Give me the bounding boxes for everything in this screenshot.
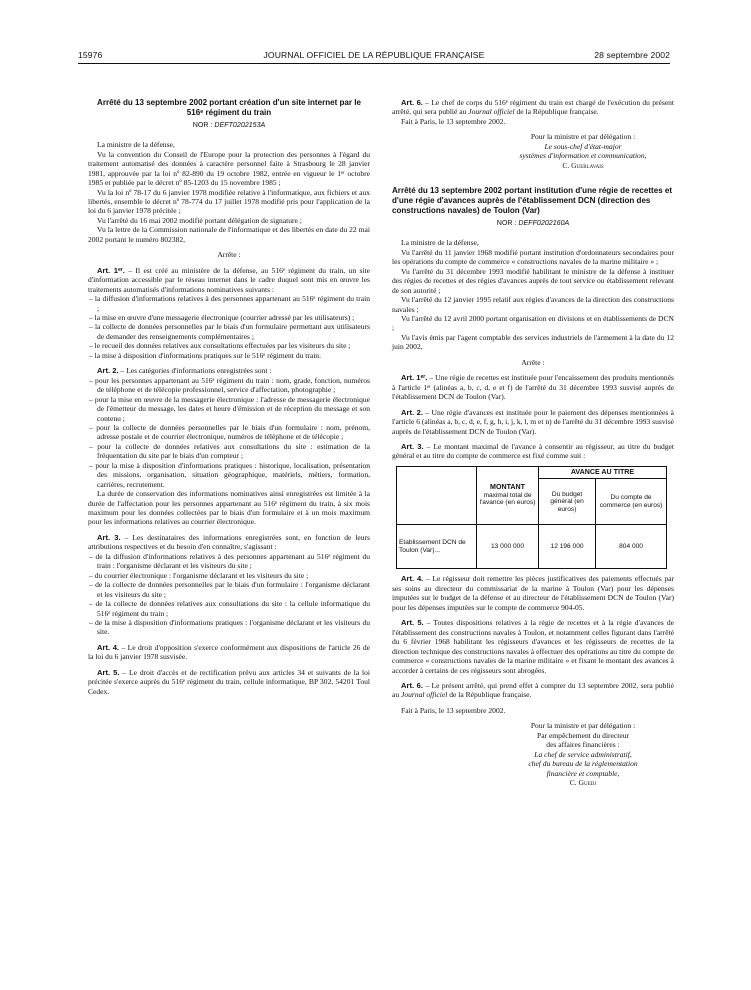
list-item: – du courrier électronique : l'organisme déclarant et les visiteurs du site ; — [89, 570, 309, 580]
article-6-execution — [392, 98, 674, 117]
visa-paragraph: Vu l'arrêté du 16 mai 2002 modifié portant délégation de signature ; — [97, 215, 302, 225]
minister-intro: La ministre de la défense, — [97, 140, 175, 150]
list-item: – pour la mise en œuvre de la messagerie électronique : l'adresse de messagerie électronique de l'émetteur du message, les dates et heure d'émission et de réception du message et son contenu ; — [89, 394, 370, 423]
signatory-name: C. Guerlavais — [562, 160, 604, 170]
list-item: – de la diffusion d'informations relatives à des personnes appartenant au 516ᵉ régiment du train : l'organisme déclarant et les visiteurs du site ; — [89, 551, 370, 571]
article-3 — [88, 533, 370, 552]
signature-line: Pour la ministre et par délégation : — [530, 721, 636, 731]
article-6-publication — [392, 681, 674, 700]
article-text: – Les catégories d'informations enregistrées sont : — [118, 366, 272, 376]
arrete-heading: Arrête : — [217, 250, 241, 260]
visa-paragraph: Vu l'arrêté du 31 décembre 1993 modifié habilitant le ministre de la défense à instituer des régies de recettes et des régies d'avances auprès de tout service ou établissement relevant de son autorité ; — [392, 266, 674, 295]
signature-title: chef du bureau de la réglementation — [528, 759, 638, 769]
table-cell-label: Etablissement DCN de Toulon (Var)... — [397, 525, 477, 569]
article-label: Art. 4. — [401, 574, 424, 584]
article-text: – Le régisseur doit remettre les pièces justificatives des paiements effectués par ses soins au directeur du commissariat de la marine à Toulon (Var) pour les dépenses imputées sur le budget de la défense et au directeur de l'établissement DCN de Toulon (Var) pour les dépenses imputées sur le compte de commerce 904-05. — [392, 574, 674, 612]
signature-block — [492, 721, 674, 787]
list-item: – de la mise à disposition d'informations pratiques : l'organisme déclarant et les visiteurs du site. — [89, 618, 370, 637]
article-label: Art. 1ᵉʳ. — [97, 265, 125, 275]
table-header-budget: Du budget général (en euros) — [539, 479, 596, 525]
list-item: – de la collecte de données personnelles par le biais d'un formulaire : l'organisme déclarant et les visiteurs du site ; — [89, 580, 370, 599]
signatory-name: C. Guedj — [569, 778, 597, 788]
arrete-heading: Arrête : — [521, 357, 545, 367]
visa-paragraph: Vu la convention du Conseil de l'Europe pour la protection des personnes à l'égard du traitement automatisé des données à caractère personnel faite à Strasbourg le 28 janvier 1981, approuvée par la loi nº 82-890 du 19 octobre 1982, entrée en vigueur le 1ᵉʳ octobre 1985 et publiée par le décret nº 85-1203 du 15 novembre 1985 ; — [88, 149, 370, 188]
article-text: de la République française. — [447, 690, 532, 700]
list-item: – pour les personnes appartenant au 516ᵉ régiment du train : nom, grade, fonction, numéros de téléphone et de télécopie professionnel, service d'affectation, photographie ; — [89, 375, 370, 395]
nor-reference — [392, 219, 674, 228]
article-1 — [392, 373, 674, 401]
page-number: 15976 — [78, 50, 103, 60]
article-label: Art. 1ᵉʳ. — [401, 373, 428, 383]
table-header-text: MONTANT — [490, 483, 525, 492]
article-label: Art. 5. — [401, 618, 424, 628]
article-label: Art. 6. — [401, 98, 423, 107]
table-row — [397, 525, 667, 569]
conservation-paragraph: La durée de conservation des informations nominatives ainsi enregistrées est limitée à la durée de l'affectation pour les personnes appartenant au 516ᵉ régiment du train, à six mois maximum pour les données collectées par le biais d'un formulaire et à un mois maximum pour les informations relatives au courrier électronique. — [88, 489, 370, 527]
running-header — [78, 46, 670, 64]
nor-label: NOR : — [192, 120, 213, 129]
list-item: – la mise en œuvre d'une messagerie électronique (courrier adressé par les utilisateurs) ; — [89, 312, 355, 322]
article-text: – Le droit d'accès et de rectification prévu aux articles 34 et suivants de la loi précitée s'exerce auprès du 516ᵉ régiment du train, cellule informatique, BP 302, 54201 Toul Cedex. — [88, 667, 370, 696]
article-text: – Une régie d'avances est instituée pour le paiement des dépenses mentionnées à l'article 6 (alinéas a, b, c, d, e, f, g, h, i, j, k, l, m et n) de l'arrêté du 31 décembre 1993 susvisé auprès de l'établissement DCN de Toulon (Var). — [392, 407, 674, 436]
nor-code: DEFF0202160A — [518, 218, 570, 227]
article-text: – Une régie de recettes est instituée pour l'encaissement des produits mentionnés à l'article 1ᵉʳ (alinéas a, b, c, d, e et f) de l'arrêté du 31 décembre 1993 susvisé auprès de l'établissement DCN de Toulon (Var). — [392, 373, 674, 402]
article-label: Art. 4. — [97, 642, 120, 652]
article-5 — [392, 618, 674, 675]
table-cell-compte: 804 000 — [596, 525, 667, 569]
table-header-compte: Du compte de commerce (en euros) — [596, 479, 667, 525]
signature-line: des affaires financières : — [546, 740, 620, 750]
visa-paragraph: Vu la loi nº 78-17 du 6 janvier 1978 modifiée relative à l'informatique, aux fichiers et aux libertés, ensemble le décret nº 78-774 du 17 juillet 1978 modifié pris pour l'application de la loi du 6 janvier 1978 précitée ; — [88, 187, 370, 216]
fait-a-paris: Fait à Paris, le 13 septembre 2002. — [401, 705, 506, 715]
journal-name: Journal officiel — [401, 690, 448, 700]
article-label: Art. 5. — [97, 667, 120, 677]
article-text: – Le droit d'opposition s'exerce conformément aux dispositions de l'article 26 de la loi du 6 janvier 1978 susvisée. — [88, 642, 370, 662]
article-3 — [392, 442, 674, 461]
list-item: – la collecte de données personnelles par le biais d'un formulaire permettant aux utilisateurs de demander des renseignements complémentaires ; — [89, 322, 370, 341]
article-label: Art. 3. — [401, 441, 424, 451]
decree-title-regie: Arrêté du 13 septembre 2002 portant institution d'une régie de recettes et d'une régie d'avances auprès de l'établissement DCN (direction des constructions navales) de Toulon (Var) — [392, 186, 673, 215]
article-label: Art. 6. — [401, 680, 424, 690]
article-4 — [88, 643, 370, 662]
nor-reference — [88, 121, 370, 130]
article-label: Art. 3. — [97, 532, 121, 542]
list-item: – pour la collecte de données personnelles par le biais d'un formulaire : nom, prénom, adresse postale et de courrier électronique, numéros de téléphone et de télécopie ; — [89, 422, 370, 442]
signature-title: financière et comptable, — [546, 768, 620, 778]
signature-title: systèmes d'information et communication, — [519, 151, 647, 161]
nor-label: NOR : — [496, 218, 517, 227]
article-2 — [392, 408, 674, 436]
table-cell-total: 13 000 000 — [477, 525, 539, 569]
list-item: – le recueil des données relatives aux consultations effectuées par les visiteurs du site ; — [89, 341, 351, 351]
article-text: – Le chef de corps du 516ᵉ régiment du train est chargé de l'exécution du présent arrêté, qui sera publié au — [392, 98, 674, 117]
article-1 — [88, 266, 370, 294]
list-item: – la mise à disposition d'informations pratiques sur le 516ᵉ régiment du train. — [89, 350, 321, 360]
article-text: – Toutes dispositions relatives à la régie de recettes et à la régie d'avances de l'établissement des constructions navales à Toulon, et notamment celles figurant dans l'arrêté du 6 février 1968 habilitant les régisseurs d'avances et les régisseurs de recettes de la direction technique des constructions navales à effectuer des opérations au titre du compte de commerce « constructions navales de la marine militaire » et fixant le montant des avances à accorder à certains de ces régisseurs sont abrogées. — [392, 618, 674, 675]
table-header-avance: AVANCE AU TITRE — [539, 466, 667, 479]
right-column — [392, 98, 674, 788]
signature-block — [492, 132, 674, 170]
decree-title-site-internet: Arrêté du 13 septembre 2002 portant création d'un site internet par le 516ᵉ régiment du train — [97, 98, 361, 117]
avance-table — [396, 466, 667, 570]
issue-date: 28 septembre 2002 — [594, 50, 670, 60]
article-text: de la République française. — [514, 107, 599, 117]
left-column — [88, 98, 370, 696]
article-label: Art. 2. — [401, 407, 424, 417]
table-corner-cell — [397, 466, 477, 525]
article-5 — [88, 668, 370, 696]
visa-paragraph: Vu l'arrêté du 12 avril 2000 portant organisation en divisions et en établissements de DCN ; — [392, 313, 674, 333]
signature-line: Pour la ministre et par délégation : — [530, 132, 636, 142]
journal-title: JOURNAL OFFICIEL DE LA RÉPUBLIQUE FRANÇAISE — [263, 50, 485, 60]
list-item: – la diffusion d'informations relatives à des personnes appartenant au 516ᵉ régiment du train ; — [89, 294, 370, 313]
signature-title: Le sous-chef d'état-major — [544, 141, 622, 151]
table-header-text: maximal total de l'avance (en euros) — [479, 491, 536, 507]
signature-line: Par empêchement du directeur — [537, 730, 629, 740]
list-item: – pour la collecte de données relatives aux consultations du site : estimation de la fréquentation du site par le biais d'un compteur ; — [89, 441, 370, 461]
minister-intro: La ministre de la défense, — [401, 238, 479, 248]
journal-name: Journal officiel — [468, 107, 515, 117]
list-item: – pour la mise à disposition d'informations pratiques : historique, localisation, présentation des missions, organisation, situation géographique, matériels, métiers, formation, carrières, recrutement. — [89, 460, 370, 489]
article-text: – Le montant maximal de l'avance à consentir au régisseur, au titre du budget général et au titre du compte de commerce est fixé comme suit : — [392, 441, 674, 461]
header-rule — [78, 63, 670, 64]
article-text: – Les destinataires des informations enregistrées sont, en fonction de leurs attributions respectives et du besoin d'en connaître, s'agissant : — [88, 532, 370, 552]
table-cell-budget: 12 196 000 — [539, 525, 596, 569]
article-text: – Il est créé au ministère de la défense, au 516ᵉ régiment du train, un site d'information accessible par le réseau internet dans le cadre duquel sont mis en œuvre les traitements automatisés d'informations nominatives suivants : — [88, 265, 371, 294]
article-text: – Le présent arrêté, qui prend effet à compter du 13 septembre 2002, sera publié au — [392, 680, 674, 700]
visa-paragraph: Vu l'avis émis par l'agent comptable des services industriels de l'armement à la date du 12 juin 2002, — [392, 332, 674, 352]
visa-paragraph: Vu l'arrêté du 11 janvier 1968 modifié portant institution d'ordonnateurs secondaires pour les opérations du compte de commerce « constructions navales de la marine militaire » ; — [392, 247, 674, 267]
table-header-montant — [477, 466, 539, 525]
visa-paragraph: Vu l'arrêté du 12 janvier 1995 relatif aux régies d'avances de la direction des constructions navales ; — [392, 295, 674, 314]
fait-a-paris: Fait à Paris, le 13 septembre 2002. — [401, 116, 506, 126]
article-2 — [88, 366, 370, 375]
nor-code: DEFT0202153A — [214, 120, 266, 129]
list-item: – de la collecte de données relatives aux consultations du site : la cellule informatique du 516ᵉ régiment du train ; — [89, 599, 370, 618]
article-label: Art. 2. — [97, 366, 119, 376]
signature-title: La chef de service administratif, — [534, 749, 632, 759]
article-4 — [392, 574, 674, 612]
visa-paragraph: Vu la lettre de la Commission nationale de l'informatique et des libertés en date du 22 mai 2002 portant le numéro 802382, — [88, 225, 370, 244]
